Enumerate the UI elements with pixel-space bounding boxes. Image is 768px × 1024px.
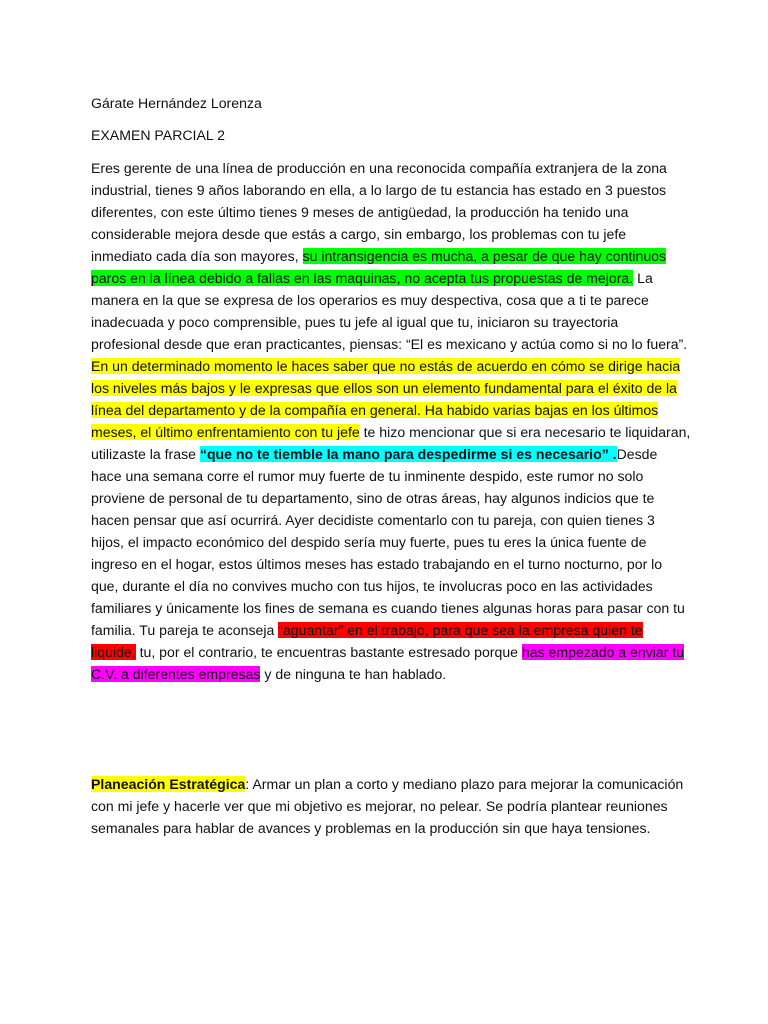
highlighted-text-red: “aguantar” en el trabajo, para que sea la empresa quien te liquide,	[91, 622, 643, 660]
author-name: Gárate Hernández Lorenza	[91, 95, 262, 111]
strategy-label: Planeación Estratégica	[91, 776, 246, 792]
paragraph-text: te hizo mencionar que si era necesario te liquidaran, utilizaste la frase	[91, 424, 691, 462]
paragraph-text: tu, por el contrario, te encuentras bastante estresado porque	[135, 644, 522, 660]
document-content	[91, 92, 691, 839]
highlighted-text-yellow: En un determinado momento le haces saber que no estás de acuerdo en cómo se dirige hacia los niveles más bajos y le expresas que ellos son un elemento fundamental para el éxito de la línea del departamento y de la compañía en general. Ha habido varias bajas en los últimos meses, el último enfrentamiento con tu jefe	[91, 358, 681, 440]
paragraph-text: Desde hace una semana corre el rumor muy fuerte de tu inminente despido, este rumor no solo proviene de personal de tu departamento, sino de otras áreas, hay algunos indicios que te hacen pensar que así ocurrirá. Ayer decidiste comentarlo con tu pareja, con quien tienes 3 hijos, el impacto económico del despido sería muy fuerte, pues tu eres la única fuente de ingreso en el hogar, estos últimos meses has estado trabajando en el turno nocturno, por lo que, durante el día no convives mucho con tus hijos, te involucras poco en las actividades familiares y únicamente los fines de semana es cuando tienes algunas horas para pasar con tu familia. Tu pareja te aconseja	[91, 446, 685, 638]
highlighted-text-magenta: has empezado a enviar tu C.V. a diferentes empresas	[91, 644, 685, 682]
highlighted-quote-cyan: “que no te tiemble la mano para despedirme si es necesario” .	[199, 446, 617, 462]
paragraph-text: La manera en la que se expresa de los operarios es muy despectiva, cosa que a ti te parece inadecuada y poco comprensible, pues tu jefe al igual que tu, iniciaron su trayectoria profesional desde que eran practicantes, piensas: “El es mexicano y actúa como si no lo fuera”.	[91, 270, 688, 352]
paragraph-text: Eres gerente de una línea de producción en una reconocida compañía extranjera de la zona industrial, tienes 9 años laborando en ella, a lo largo de tu estancia has estado en 3 puestos diferentes, con este último tienes 9 meses de antigüedad, la producción ha tenido una considerable mejora desde que estás a cargo, sin embargo, los problemas con tu jefe inmediato cada día son mayores,	[91, 160, 667, 264]
strategy-separator: :	[245, 776, 250, 792]
paragraph-text: y de ninguna te han hablado.	[260, 666, 447, 682]
exam-title: EXAMEN PARCIAL 2	[91, 127, 225, 143]
highlighted-text-green: su intransigencia es mucha, a pesar de que hay continuos paros en la línea debido a fallas en las maquinas, no acepta tus propuestas de mejora.	[91, 248, 667, 286]
strategy-text: Armar un plan a corto y mediano plazo para mejorar la comunicación con mi jefe y hacerle ver que mi objetivo es mejorar, no pelear. Se podría plantear reuniones semanales para hablar de avances y problemas en la producción sin que haya tensiones.	[91, 776, 684, 836]
strategy-paragraph	[91, 773, 691, 839]
case-paragraph	[91, 157, 691, 685]
section-spacer	[91, 685, 691, 773]
